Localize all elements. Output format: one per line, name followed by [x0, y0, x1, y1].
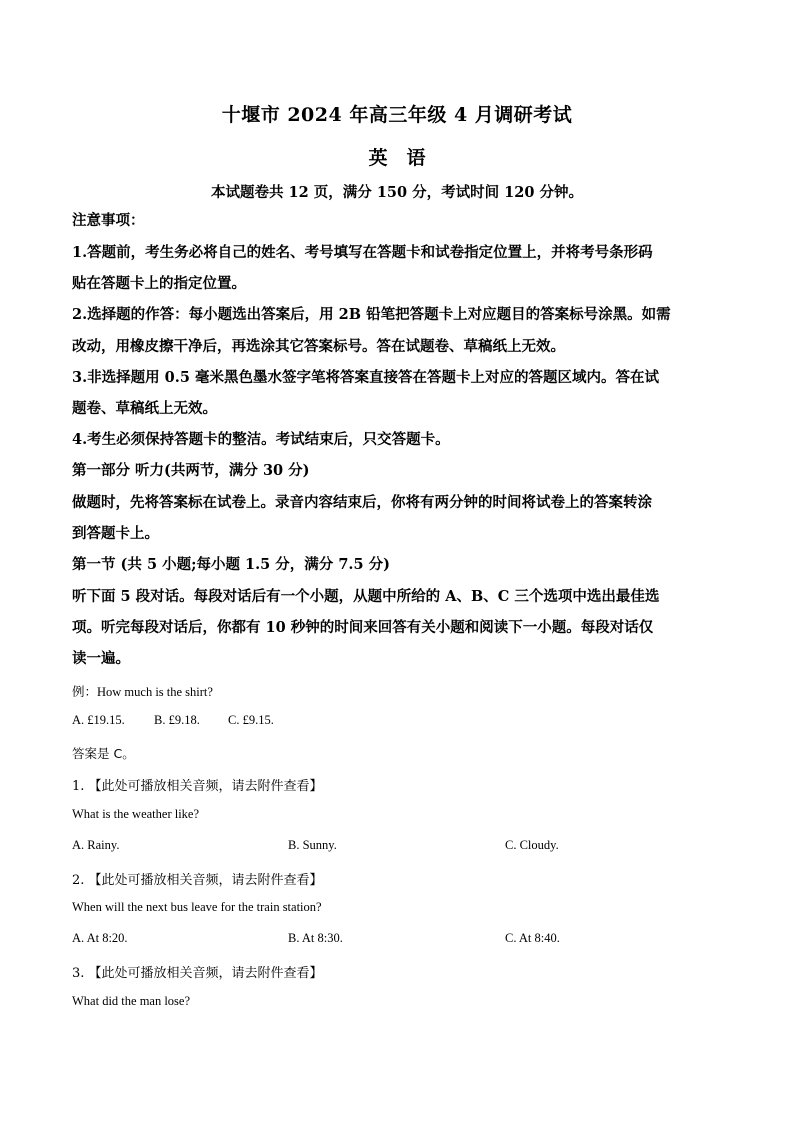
example-option-b: B. £9.18.: [154, 713, 200, 727]
notes-line: 改动，用橡皮擦干净后，再选涂其它答案标号。答在试题卷、草稿纸上无效。: [72, 338, 565, 355]
question-1-text: What is the weather like?: [72, 807, 200, 821]
question-1-option-c: C. Cloudy.: [505, 838, 559, 852]
example-question: 例：How much is the shirt?: [72, 685, 213, 699]
question-1-audio-link[interactable]: 1. 【此处可播放相关音频，请去附件查看】: [72, 779, 323, 794]
section1-instruction: 项。听完每段对话后，你都有 10 秒钟的时间来回答有关小题和阅读下一小题。每段对话仅: [72, 619, 654, 636]
example-answer: 答案是 C。: [72, 746, 135, 761]
section1-heading: 第一节 (共 5 小题;每小题 1.5 分，满分 7.5 分): [72, 556, 390, 573]
question-2-option-c: C. At 8:40.: [505, 931, 560, 945]
question-1-option-b: B. Sunny.: [288, 838, 337, 852]
part1-instruction: 到答题卡上。: [72, 525, 159, 542]
notes-heading: 注意事项：: [72, 212, 145, 229]
notes-line: 贴在答题卡上的指定位置。: [72, 275, 246, 292]
question-1-option-a: A. Rainy.: [72, 838, 120, 852]
notes-line: 1.答题前，考生务必将自己的姓名、考号填写在答题卡和试卷指定位置上，并将考号条形码: [72, 244, 653, 261]
notes-line: 4.考生必须保持答题卡的整洁。考试结束后，只交答题卡。: [72, 431, 450, 448]
question-3-audio-link[interactable]: 3. 【此处可播放相关音频，请去附件查看】: [72, 966, 323, 981]
exam-title: 十堰市 2024 年高三年级 4 月调研考试: [221, 104, 573, 126]
subject-title: 英 语: [368, 147, 426, 169]
exam-info: 本试题卷共 12 页，满分 150 分，考试时间 120 分钟。: [211, 184, 583, 201]
question-3-text: What did the man lose?: [72, 994, 191, 1008]
question-2-text: When will the next bus leave for the train station?: [72, 900, 322, 914]
example-option-c: C. £9.15.: [228, 713, 274, 727]
example-option-a: A. £19.15.: [72, 713, 125, 727]
notes-line: 3.非选择题用 0.5 毫米黑色墨水签字笔将答案直接答在答题卡上对应的答题区域内。答在试: [72, 369, 659, 386]
part1-heading: 第一部分 听力(共两节，满分 30 分): [72, 462, 310, 479]
notes-line: 2.选择题的作答：每小题选出答案后，用 2B 铅笔把答题卡上对应题目的答案标号涂黑。如需: [72, 306, 671, 323]
part1-instruction: 做题时，先将答案标在试卷上。录音内容结束后，你将有两分钟的时间将试卷上的答案转涂: [72, 494, 652, 511]
question-2-option-a: A. At 8:20.: [72, 931, 128, 945]
question-2-audio-link[interactable]: 2. 【此处可播放相关音频，请去附件查看】: [72, 873, 323, 888]
section1-instruction: 听下面 5 段对话。每段对话后有一个小题，从题中所给的 A、B、C 三个选项中选出最佳选: [72, 588, 660, 605]
notes-line: 题卷、草稿纸上无效。: [72, 400, 217, 417]
section1-instruction: 读一遍。: [72, 650, 130, 667]
question-2-option-b: B. At 8:30.: [288, 931, 343, 945]
